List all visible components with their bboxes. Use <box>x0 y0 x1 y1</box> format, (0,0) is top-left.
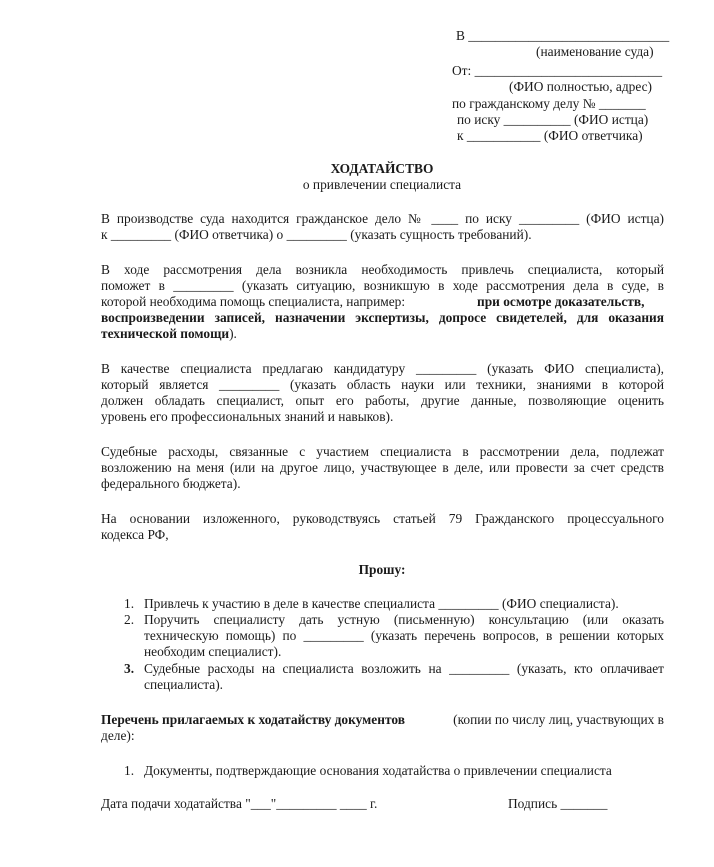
paragraph-end: ). <box>229 326 237 341</box>
document-title: ХОДАТАЙСТВО <box>330 161 434 176</box>
case-number-line: по гражданскому делу № _______ <box>452 96 646 111</box>
submission-date-line: Дата подачи ходатайства "___"_________ ____ г. <box>101 796 378 811</box>
list-item-text: Привлечь к участию в деле в качестве специалиста _________ (ФИО специалиста). <box>144 596 619 611</box>
paragraph-line: Судебные расходы, связанные с участием специалиста в рассмотрении дела, подлежат <box>101 444 664 459</box>
list-item-number: 1. <box>124 763 135 778</box>
paragraph-line: который является _________ (указать область науки или техники, знаниями в которой <box>101 377 664 392</box>
paragraph-line <box>101 326 237 342</box>
paragraph-bold-text: технической помощи <box>101 326 230 341</box>
paragraph-line: федерального бюджета). <box>101 476 241 491</box>
paragraph-line: В ходе рассмотрения дела возникла необходимость привлечь специалиста, который <box>101 262 664 277</box>
list-item-text: специалиста). <box>144 677 224 692</box>
court-line: В ______________________________ <box>456 28 670 43</box>
attachments-heading: Перечень прилагаемых к ходатайству документов <box>101 712 405 727</box>
paragraph-line: В качестве специалиста предлагаю кандидатуру _________ (указать ФИО специалиста), <box>101 361 664 376</box>
list-item-text: Документы, подтверждающие основания ходатайства о привлечении специалиста <box>144 763 612 778</box>
list-item-text: необходим специалист). <box>144 644 282 659</box>
list-item-number: 1. <box>124 596 135 611</box>
defendant-line: к ___________ (ФИО ответчика) <box>457 128 643 143</box>
request-heading: Прошу: <box>358 562 406 577</box>
document-subtitle: о привлечении специалиста <box>302 177 462 192</box>
court-label: (наименование суда) <box>536 44 654 59</box>
list-item-text: Поручить специалисту дать устную (письменную) консультацию (или оказать <box>144 612 664 627</box>
paragraph-line: поможет в _________ (указать ситуацию, возникшую в ходе рассмотрения дела в суде, в <box>101 278 664 293</box>
paragraph-line: В производстве суда находится гражданское дело № ____ по иску _________ (ФИО истца) <box>101 211 664 226</box>
attachments-heading-line <box>101 712 664 728</box>
signature-line: Подпись _______ <box>508 796 608 811</box>
paragraph-line: На основании изложенного, руководствуясь статьей 79 Гражданского процессуального <box>101 511 664 526</box>
paragraph-line: должен обладать специалист, опыт его работы, другие данные, позволяющие оценить <box>101 393 664 408</box>
list-item-text: Судебные расходы на специалиста возложить на _________ (указать, кто оплачивает <box>144 661 664 676</box>
paragraph-line: возложению на меня (или на другое лицо, участвующее в деле, или провести за счет средств <box>101 460 664 475</box>
paragraph-bold-text: воспроизведении записей, назначении экспертизы, допросе свидетелей, для оказания <box>101 310 664 325</box>
applicant-label: (ФИО полностью, адрес) <box>509 79 653 94</box>
attachments-heading-rest: (копии по числу лиц, участвующих в <box>453 712 664 727</box>
paragraph-line: кодекса РФ, <box>101 527 169 542</box>
list-item-number: 2. <box>124 612 135 627</box>
paragraph-line: которой необходима помощь специалиста, например: <box>101 294 406 309</box>
list-item-text: техническую помощь) по _________ (указать перечень вопросов, в решении которых <box>144 628 664 643</box>
claim-line: по иску __________ (ФИО истца) <box>457 112 649 127</box>
list-item-number: 3. <box>124 661 135 676</box>
paragraph-line: уровень его профессиональных знаний и навыков). <box>101 409 394 424</box>
paragraph-bold-text: при осмотре доказательств, <box>477 294 645 309</box>
paragraph-line: к _________ (ФИО ответчика) о _________ (указать сущность требований). <box>101 227 532 242</box>
from-line: От: ____________________________ <box>452 63 663 78</box>
attachments-heading-line2: деле): <box>101 728 135 743</box>
